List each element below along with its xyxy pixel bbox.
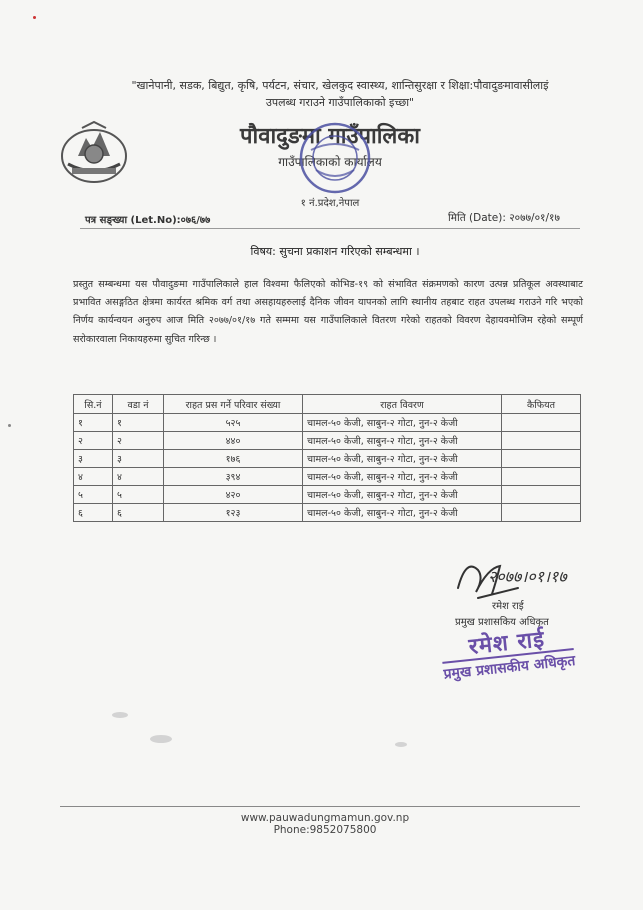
address: १ नं.प्रदेश,नेपाल (300, 198, 360, 209)
cell-ward: ३ (113, 450, 164, 468)
cell-ward: ५ (113, 486, 164, 504)
cell-details: चामल-५० केजी, साबुन-२ गोटा, नुन-२ केजी (303, 468, 502, 486)
cell-details: चामल-५० केजी, साबुन-२ गोटा, नुन-२ केजी (303, 486, 502, 504)
table-row (74, 486, 581, 504)
cell-ward: १ (113, 414, 164, 432)
cell-details: चामल-५० केजी, साबुन-२ गोटा, नुन-२ केजी (303, 504, 502, 522)
paper-speck (33, 16, 36, 19)
cell-details: चामल-५० केजी, साबुन-२ गोटा, नुन-२ केजी (303, 414, 502, 432)
table-row (74, 432, 581, 450)
signature-date: २०७७।०१।१७ (488, 567, 567, 586)
cell-sn: १ (74, 414, 113, 432)
cell-sn: ३ (74, 450, 113, 468)
letter-number: पत्र सङ्ख्या (Let.No):०७६/७७ (85, 215, 211, 226)
cell-remarks (502, 468, 581, 486)
cell-details: चामल-५० केजी, साबुन-२ गोटा, नुन-२ केजी (303, 450, 502, 468)
cell-remarks (502, 414, 581, 432)
table-row (74, 414, 581, 432)
paper-speck (8, 424, 11, 427)
paper-smudge (112, 712, 128, 718)
cell-sn: ५ (74, 486, 113, 504)
cell-ward: ६ (113, 504, 164, 522)
table-row (74, 504, 581, 522)
cell-ward: ४ (113, 468, 164, 486)
col-header-ward: वडा नं (113, 395, 164, 414)
letter-date: मिति (Date): २०७७/०१/१७ (448, 212, 560, 224)
org-name: पौवादुङमा गाउँपालिका (240, 123, 420, 149)
office-name: गाउँपालिकाको कार्यालय (278, 155, 382, 169)
nepal-emblem-icon (60, 120, 128, 186)
col-header-families: राहत प्रस गर्ने परिवार संख्या (164, 395, 303, 414)
table-header-row (74, 395, 581, 414)
cell-families: ४४० (164, 432, 303, 450)
cell-ward: २ (113, 432, 164, 450)
paper-smudge (395, 742, 407, 747)
cell-families: ५२५ (164, 414, 303, 432)
cell-remarks (502, 486, 581, 504)
table-row (74, 450, 581, 468)
cell-families: ३९४ (164, 468, 303, 486)
cell-families: १२३ (164, 504, 303, 522)
cell-sn: ६ (74, 504, 113, 522)
col-header-details: राहत विवरण (303, 395, 502, 414)
table-row (74, 468, 581, 486)
signatory-name: रमेश राई (492, 601, 524, 612)
footer-divider (60, 806, 580, 807)
cell-remarks (502, 504, 581, 522)
cell-sn: ४ (74, 468, 113, 486)
paper-smudge (150, 735, 172, 743)
motto-line-1: "खानेपानी, सडक, बिद्युत, कृषि, पर्यटन, संचार, खेलकुद स्वास्थ्य, शान्तिसुरक्षा र शिक्षा:पौवादुङमावासीलाइं (131, 79, 549, 92)
cell-remarks (502, 450, 581, 468)
subject-line: विषय: सुचना प्रकाशन गरिएको सम्बन्धमा । (250, 245, 420, 258)
official-stamp (439, 618, 594, 691)
header-divider (80, 228, 580, 229)
cell-families: १७६ (164, 450, 303, 468)
body-paragraph: प्रस्तुत सम्बन्धमा यस पौवादुङमा गाउँपालिकाले हाल विश्वमा फैलिएको कोभिड-१९ को संभावित संक्रमणको कारण उत्पन्न प्रतिकूल अवस्थाबाट प्रभावित असङ्गठित क्षेत्रमा कार्यरत श्रमिक वर्ग तथा असहायहरुलाई दैनिक जीवन यापनको लागि स्थानीय तहबाट राहत उपलब्ध गराउने गरि भएको निर्णय कार्यन्वयन अनुरुप आज मिति २०७७/०१/१७ गते सम्ममा यस गाउँपालिकाले वितरण गरेको राहतको विवरण देहायवमोजिम रहेको सम्पूर्ण सरोकारवाला निकायहरुमा सुचित गरिन्छ । (73, 279, 583, 345)
motto-line-2: उपलब्ध गराउने गाउँपालिकाको इच्छा" (265, 96, 415, 109)
cell-families: ४२० (164, 486, 303, 504)
office-seal-icon (296, 120, 374, 196)
cell-sn: २ (74, 432, 113, 450)
footer-contact: www.pauwadungmamun.gov.np Phone:9852075800 (240, 812, 410, 836)
col-header-remarks: कैफियत (502, 395, 581, 414)
signatory-title: प्रमुख प्रशासकिय अधिकृत (455, 617, 549, 628)
stamp-name: रमेश राई (467, 626, 547, 660)
col-header-sn: सि.नं (74, 395, 113, 414)
stamp-title: प्रमुख प्रशासकीय अधिकृत (442, 648, 576, 684)
cell-remarks (502, 432, 581, 450)
relief-table (73, 394, 581, 522)
motto (60, 77, 620, 111)
cell-details: चामल-५० केजी, साबुन-२ गोटा, नुन-२ केजी (303, 432, 502, 450)
